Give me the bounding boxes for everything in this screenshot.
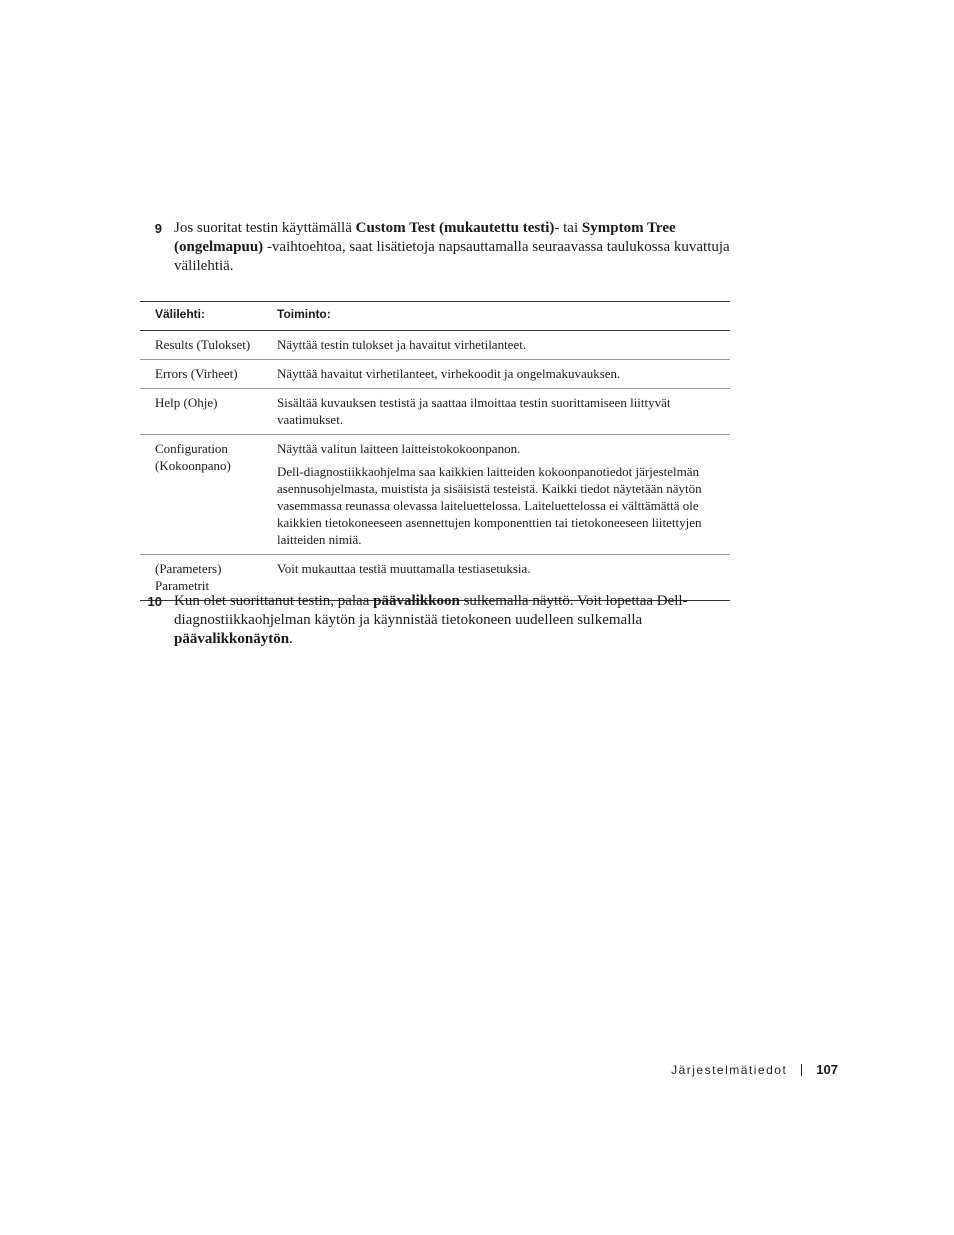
- table-row: [140, 388, 730, 434]
- footer-divider: [801, 1064, 802, 1076]
- main-menu-term: päävalikkoon: [373, 593, 460, 609]
- table-header-row: [140, 302, 730, 331]
- step-text: [174, 219, 734, 276]
- tab-name: Results (Tulokset): [155, 337, 251, 352]
- table-row: [140, 359, 730, 388]
- step-number: 10: [147, 594, 162, 609]
- description-paragraph: Näyttää havaitut virhetilanteet, virhekoodit ja ongelmakuvauksen.: [277, 366, 621, 381]
- description-paragraph: Voit mukauttaa testiä muuttamalla testiasetuksia.: [277, 561, 531, 576]
- step-text-segment: Kun olet suorittanut testin, palaa: [174, 593, 374, 609]
- description-paragraph: Dell-diagnostiikkaohjelma saa kaikkien laitteiden kokoonpanotiedot järjestelmän asennusohjelmasta, muistista ja sisäisistä testeistä. Kaikki tiedot näytetään näytön vasemmassa reunassa olevassa laiteluettelossa. Laiteluettelossa ei välttämättä ole kaikkien tietokoneeseen asennettujen komponenttien tai tietokoneeseen liitettyjen laitteiden nimiä.: [277, 464, 702, 547]
- step-text-segment: - tai: [554, 220, 582, 236]
- step-text-segment: .: [289, 631, 293, 647]
- section-title: Järjestelmätiedot: [671, 1063, 788, 1077]
- symptom-tree-term: Symptom Tree (ongelmapuu): [174, 220, 676, 255]
- table-row: [140, 434, 730, 554]
- tab-name: Errors (Virheet): [155, 366, 238, 381]
- step-text-segment: sulkemalla näyttö. Voit lopettaa Dell-diagnostiikkaohjelman käytön ja käynnistää tietokoneen uudelleen sulkemalla: [174, 593, 688, 628]
- step-text-segment: Jos suoritat testin käyttämällä: [174, 220, 356, 236]
- description-paragraph: Sisältää kuvauksen testistä ja saattaa ilmoittaa testin suorittamiseen liittyvät vaatimukset.: [277, 395, 671, 427]
- header-function: Toiminto:: [277, 307, 331, 321]
- step-text-segment: -vaihtoehtoa, saat lisätietoja napsauttamalla seuraavassa taulukossa kuvattuja välilehtiä.: [174, 239, 730, 274]
- step-text: [174, 592, 734, 649]
- tab-description: [277, 331, 730, 359]
- step-10: [140, 592, 740, 652]
- page-number: 107: [816, 1062, 838, 1077]
- description-paragraph: Näyttää testin tulokset ja havaitut virhetilanteet.: [277, 337, 527, 352]
- tab-name: Configuration (Kokoonpano): [155, 441, 231, 473]
- tab-description: [277, 360, 730, 388]
- custom-test-term: Custom Test (mukautettu testi): [355, 220, 555, 236]
- tabs-table: [140, 301, 730, 601]
- header-tab: Välilehti:: [155, 307, 206, 321]
- page-footer: [671, 1062, 838, 1078]
- tab-name: (Parameters) Parametrit: [155, 561, 222, 593]
- step-9: [140, 219, 740, 279]
- table-row: [140, 331, 730, 359]
- description-paragraph: Näyttää valitun laitteen laitteistokokoonpanon.: [277, 441, 521, 456]
- main-menu-screen-term: päävalikkonäytön: [174, 631, 290, 647]
- tab-name: Help (Ohje): [155, 395, 218, 410]
- tab-description: [277, 435, 730, 554]
- step-number: 9: [154, 221, 162, 236]
- tab-description: [277, 389, 730, 434]
